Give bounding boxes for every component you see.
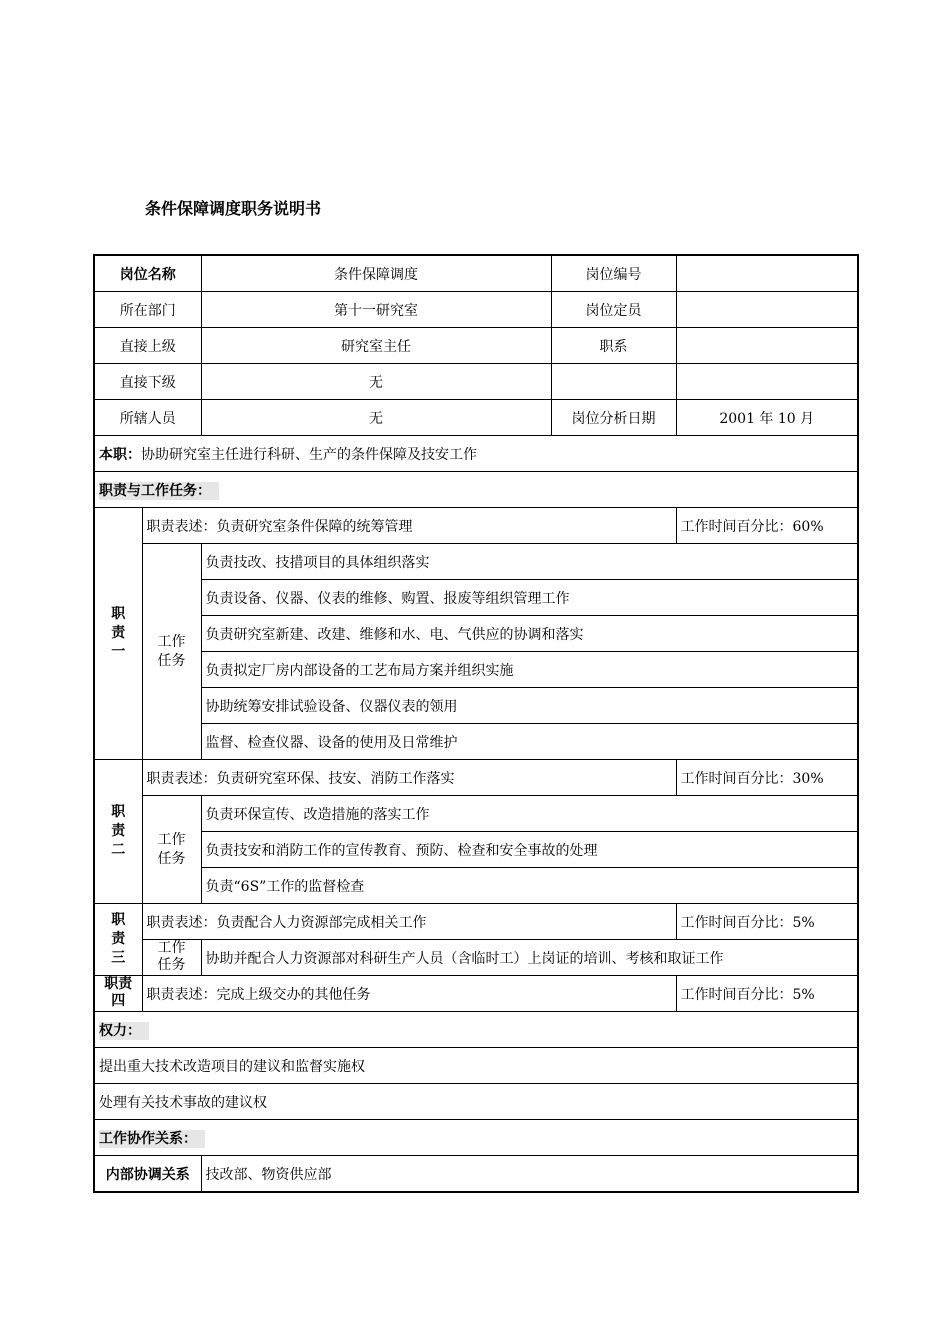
duty-1-task-row: [94, 652, 858, 688]
duty-3-desc: 职责表述：负责配合人力资源部完成相关工作: [142, 904, 676, 940]
duty-2-desc: 职责表述：负责研究室环保、技安、消防工作落实: [142, 760, 676, 796]
authority-label: 权力：: [99, 1022, 149, 1040]
duty-1-pct: 工作时间百分比：60%: [676, 508, 858, 544]
duty-1-task: 监督、检查仪器、设备的使用及日常维护: [201, 724, 858, 760]
duty-1-task: 负责研究室新建、改建、维修和水、电、气供应的协调和落实: [201, 616, 858, 652]
duty-1-task: 负责设备、仪器、仪表的维修、购置、报废等组织管理工作: [201, 580, 858, 616]
post-no-value: [676, 255, 858, 292]
authority-row: [94, 1084, 858, 1120]
post-name-label: 岗位名称: [94, 255, 201, 292]
duty-3-task-row: [94, 940, 858, 976]
duty-2-pct: 工作时间百分比：30%: [676, 760, 858, 796]
duties-header-label: 职责与工作任务：: [99, 482, 219, 500]
duty-2-task-row: [94, 868, 858, 904]
quota-value: [676, 292, 858, 328]
row-duty-summary: [94, 436, 858, 472]
empty-cell: [551, 364, 676, 400]
row-authority-header: [94, 1012, 858, 1048]
series-value: [676, 328, 858, 364]
internal-relations-row: [94, 1156, 858, 1193]
superior-value: 研究室主任: [201, 328, 551, 364]
duty-summary: [94, 436, 858, 472]
date-label: 岗位分析日期: [551, 400, 676, 436]
row-duties-header: [94, 472, 858, 508]
duty-2-desc-row: [94, 760, 858, 796]
duty-1-desc: 职责表述：负责研究室条件保障的统筹管理: [142, 508, 676, 544]
dept-value: 第十一研究室: [201, 292, 551, 328]
duty-4-label: 职责四: [94, 976, 142, 1012]
internal-relations-value: 技改部、物资供应部: [201, 1156, 858, 1193]
duty-2-task: 负责技安和消防工作的宣传教育、预防、检查和安全事故的处理: [201, 832, 858, 868]
duty-3-pct: 工作时间百分比：5%: [676, 904, 858, 940]
duties-header: [94, 472, 858, 508]
subordinate-label: 直接下级: [94, 364, 201, 400]
row-dept: [94, 292, 858, 328]
duty-1-desc-row: [94, 508, 858, 544]
post-no-label: 岗位编号: [551, 255, 676, 292]
authority-header: [94, 1012, 858, 1048]
duty-1-task-row: [94, 688, 858, 724]
series-label: 职系: [551, 328, 676, 364]
internal-relations-label: 内部协调关系: [94, 1156, 201, 1193]
duty-4-pct: 工作时间百分比：5%: [676, 976, 858, 1012]
duty-3-desc-row: [94, 904, 858, 940]
duty-1-label: 职责一: [94, 508, 142, 760]
duty-1-task: 负责拟定厂房内部设备的工艺布局方案并组织实施: [201, 652, 858, 688]
duty-1-task: 负责技改、技措项目的具体组织落实: [201, 544, 858, 580]
duty-2-task-row: [94, 832, 858, 868]
row-relations-header: [94, 1120, 858, 1156]
document-title: 条件保障调度职务说明书: [145, 199, 322, 218]
authority-item: 处理有关技术事故的建议权: [94, 1084, 858, 1120]
staff-label: 所辖人员: [94, 400, 201, 436]
duty-1-task-row: [94, 580, 858, 616]
subordinate-value: 无: [201, 364, 551, 400]
duty-2-label: 职责二: [94, 760, 142, 904]
duty-3-task-label: 工作任务: [142, 940, 201, 976]
empty-cell: [676, 364, 858, 400]
relations-label: 工作协作关系：: [99, 1130, 205, 1148]
duty-3-task: 协助并配合人力资源部对科研生产人员（含临时工）上岗证的培训、考核和取证工作: [201, 940, 858, 976]
job-description-table: [93, 254, 859, 1193]
duty-1-task-label: 工作任务: [142, 544, 201, 760]
duty-1-task-row: [94, 544, 858, 580]
staff-value: 无: [201, 400, 551, 436]
duty-1-task: 协助统筹安排试验设备、仪器仪表的领用: [201, 688, 858, 724]
duty-summary-label: 本职：: [99, 446, 141, 463]
dept-label: 所在部门: [94, 292, 201, 328]
row-superior: [94, 328, 858, 364]
duty-2-task-row: [94, 796, 858, 832]
row-staff: [94, 400, 858, 436]
duty-2-task: 负责环保宣传、改造措施的落实工作: [201, 796, 858, 832]
duty-1-task-row: [94, 724, 858, 760]
date-value: 2001 年 10 月: [676, 400, 858, 436]
duty-1-task-row: [94, 616, 858, 652]
post-name-value: 条件保障调度: [201, 255, 551, 292]
duty-2-task: 负责“6S”工作的监督检查: [201, 868, 858, 904]
authority-item: 提出重大技术改造项目的建议和监督实施权: [94, 1048, 858, 1084]
authority-row: [94, 1048, 858, 1084]
relations-header: [94, 1120, 858, 1156]
duty-2-task-label: 工作任务: [142, 796, 201, 904]
duty-summary-text: 协助研究室主任进行科研、生产的条件保障及技安工作: [141, 446, 477, 463]
row-subordinate: [94, 364, 858, 400]
duty-3-label: 职责三: [94, 904, 142, 976]
row-post-name: [94, 255, 858, 292]
superior-label: 直接上级: [94, 328, 201, 364]
quota-label: 岗位定员: [551, 292, 676, 328]
duty-4-desc: 职责表述：完成上级交办的其他任务: [142, 976, 676, 1012]
duty-4-desc-row: [94, 976, 858, 1012]
